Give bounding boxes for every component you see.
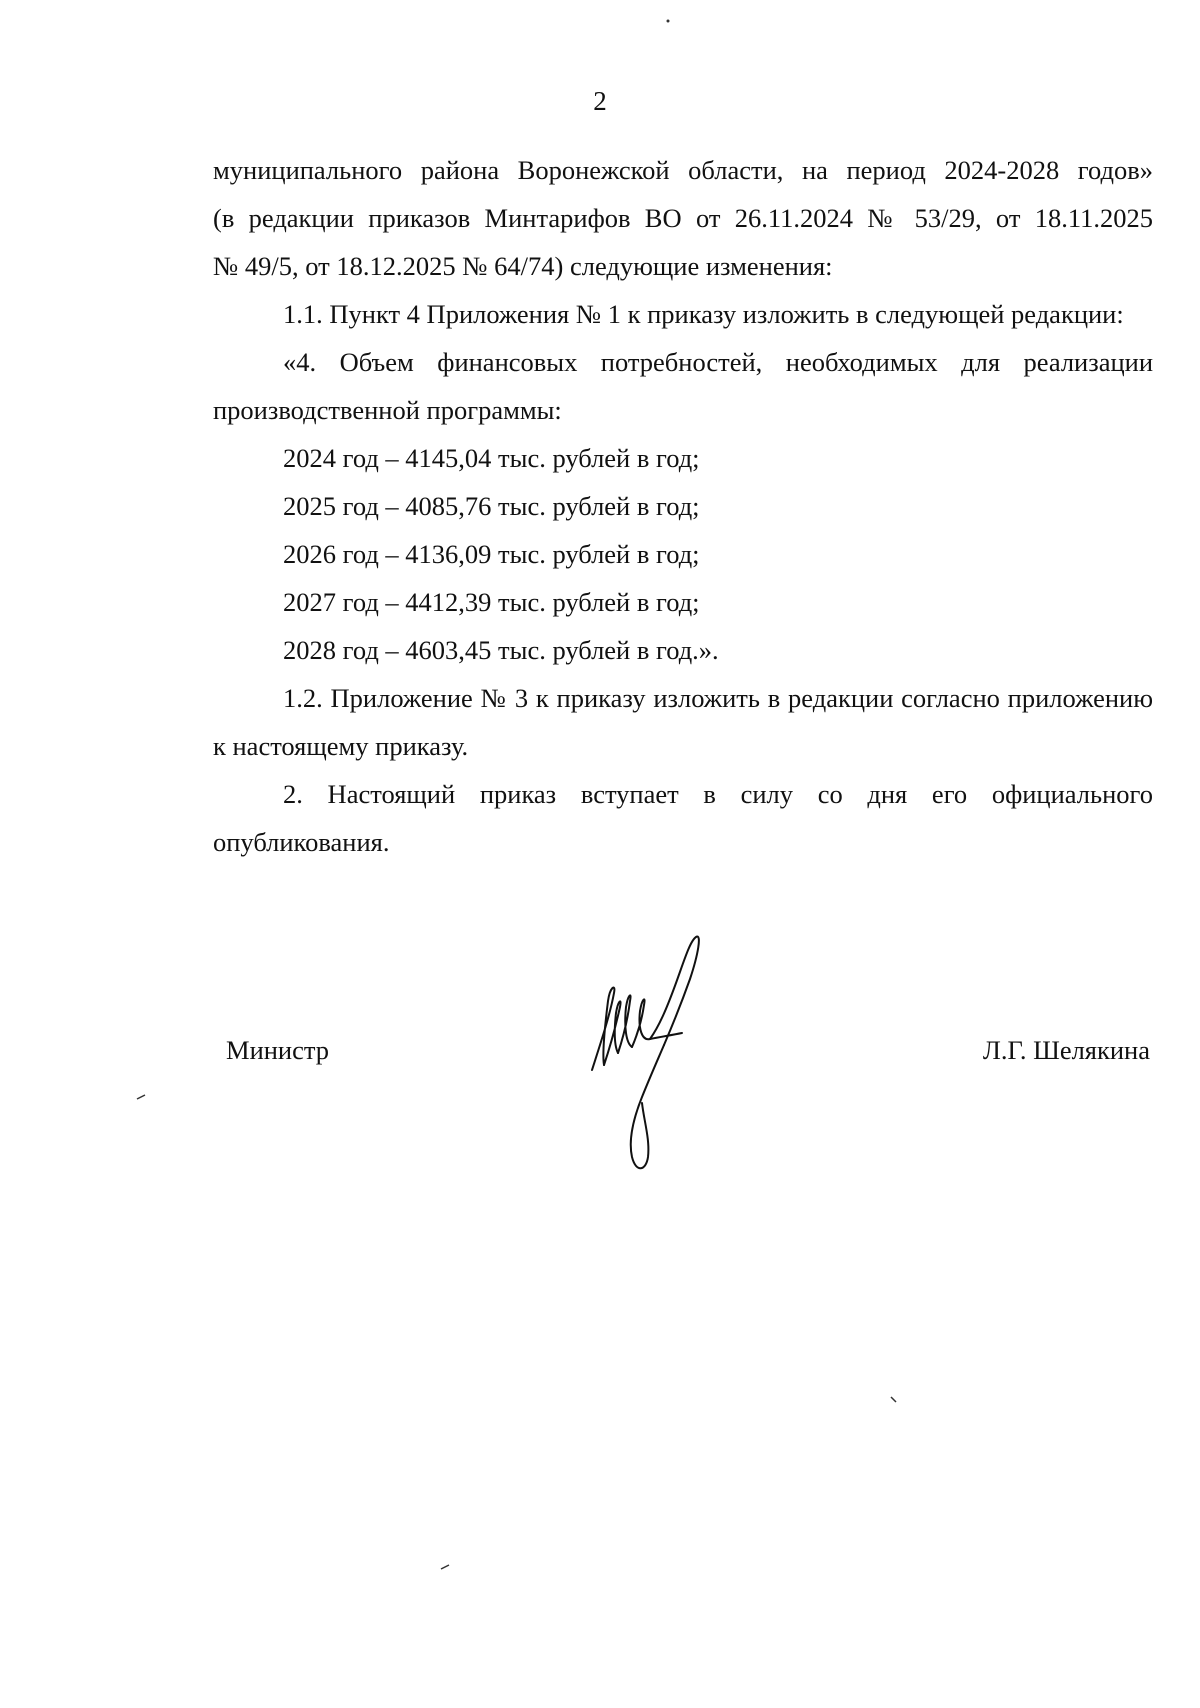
signer-title: Министр (226, 1035, 330, 1065)
item-1-1: 1.1. Пункт 4 Приложения № 1 к приказу изложить в следующей редакции: (283, 299, 1124, 329)
document-body (213, 146, 1153, 866)
scan-speck (136, 1094, 146, 1100)
signer-name: Л.Г. Шелякина (982, 1035, 1150, 1065)
intro-line-2: (в редакции приказов Минтарифов ВО от 26.11.2024 № 53/29, от 18.11.2025 (213, 203, 1153, 233)
handwritten-signature (580, 935, 740, 1175)
year-line-2024: 2024 год – 4145,04 тыс. рублей в год; (283, 443, 700, 473)
page-number: 2 (593, 86, 607, 116)
year-line-2028: 2028 год – 4603,45 тыс. рублей в год.». (283, 635, 719, 665)
item-2: 2. Настоящий приказ вступает в силу со дня его официального опубликования. (213, 779, 1153, 857)
quote-item-4: «4. Объем финансовых потребностей, необходимых для реализации производственной программы: (213, 347, 1153, 425)
scan-speck (890, 1396, 898, 1404)
year-line-2027: 2027 год – 4412,39 тыс. рублей в год; (283, 587, 700, 617)
item-1-2: 1.2. Приложение № 3 к приказу изложить в редакции согласно приложению к настоящему приказу. (213, 683, 1153, 761)
scan-speck (665, 18, 671, 24)
intro-line-3: № 49/5, от 18.12.2025 № 64/74) следующие изменения: (213, 251, 833, 281)
intro-line-1: муниципального района Воронежской области, на период 2024-2028 годов» (213, 155, 1153, 185)
year-line-2026: 2026 год – 4136,09 тыс. рублей в год; (283, 539, 700, 569)
scan-speck (440, 1564, 450, 1570)
year-line-2025: 2025 год – 4085,76 тыс. рублей в год; (283, 491, 700, 521)
